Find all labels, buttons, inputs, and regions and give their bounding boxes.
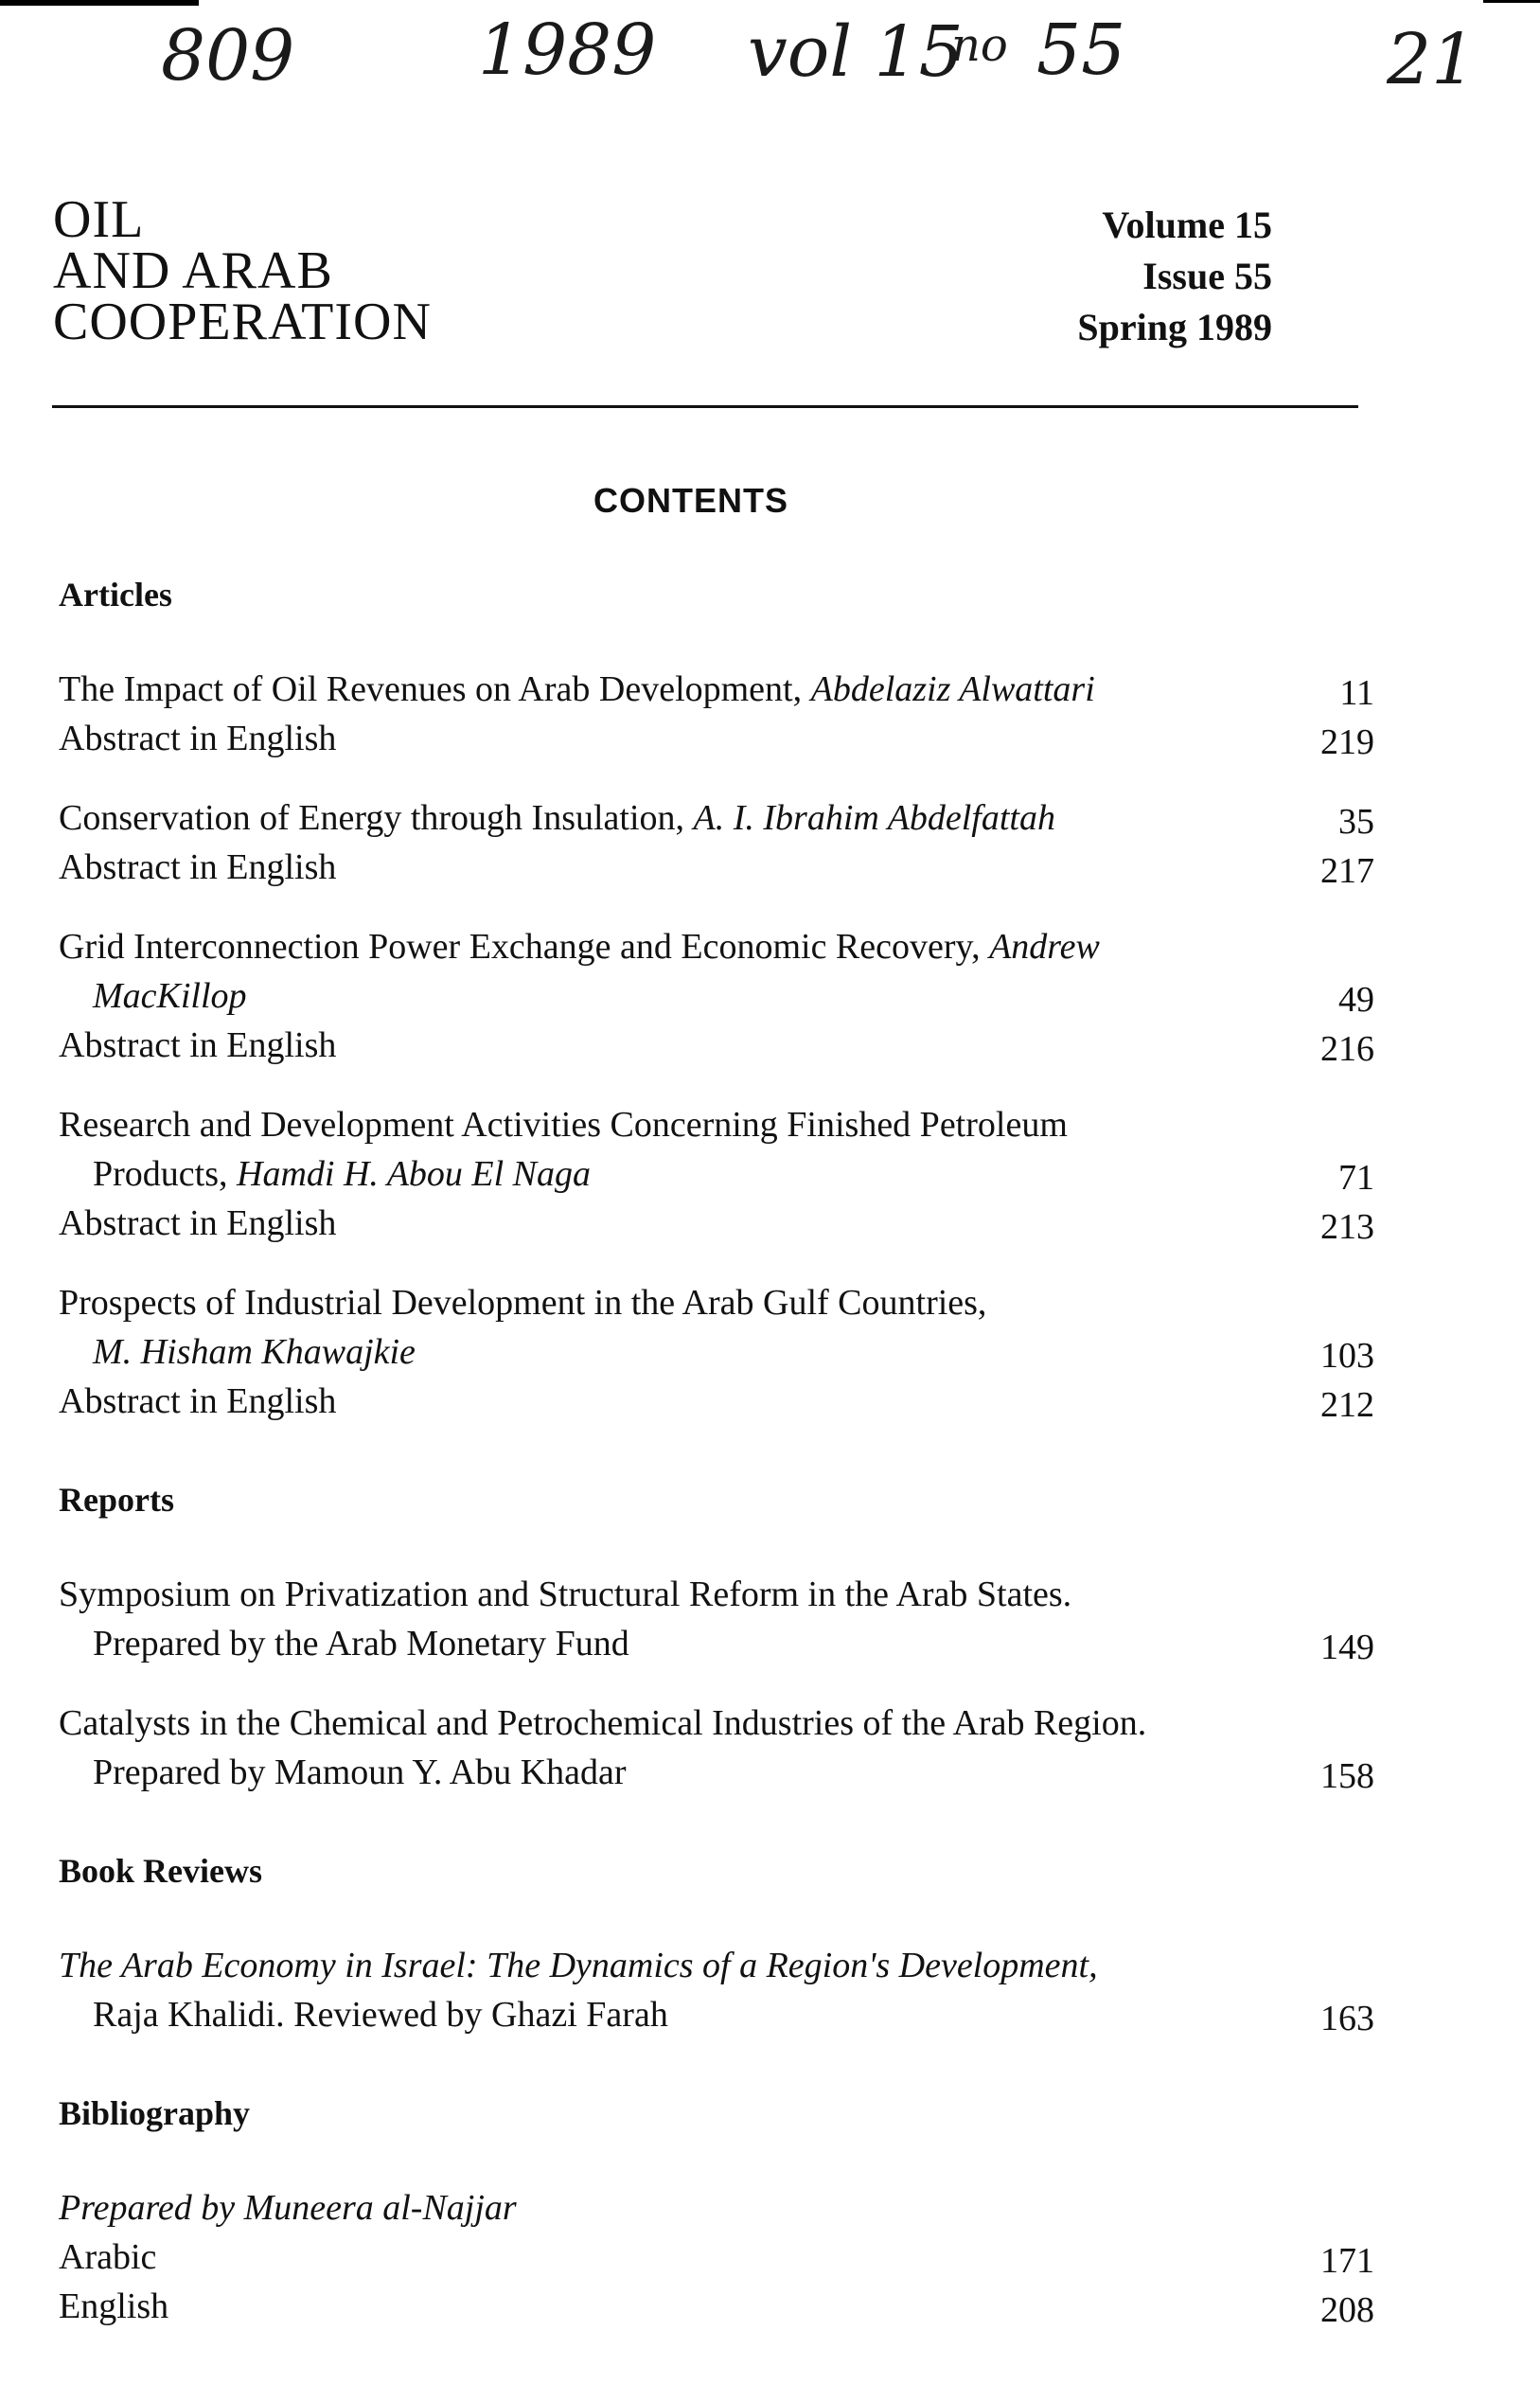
toc-entry <box>59 1941 1374 2039</box>
article-title: Conservation of Energy through Insulation, <box>59 798 685 838</box>
article-title: The Impact of Oil Revenues on Arab Development, <box>59 669 803 709</box>
page-number: 11 <box>1339 673 1374 713</box>
page-number: 212 <box>1320 1385 1374 1425</box>
book-reviews-section <box>59 1850 1374 2039</box>
section-title: Bibliography <box>59 2094 251 2132</box>
article-title: Products, <box>93 1154 228 1194</box>
toc-entry <box>59 1570 1374 1668</box>
article-author: Abdelaziz Alwattari <box>810 669 1095 709</box>
section-title: Reports <box>59 1481 174 1519</box>
article-author: Hamdi H. Abou El Naga <box>237 1154 592 1194</box>
toc-line <box>59 1199 1374 1248</box>
toc-entry <box>59 665 1374 763</box>
toc-entry <box>59 793 1374 892</box>
article-title: Research and Development Activities Concerning Finished Petroleum <box>59 1105 1068 1145</box>
toc-line <box>59 1699 1374 1748</box>
bibliography-preparer: Prepared by Muneera al-Najjar <box>59 2188 517 2228</box>
section-title: Book Reviews <box>59 1852 262 1890</box>
book-title: The Arab Economy in Israel: The Dynamics of a Region's Development, <box>59 1946 1098 1985</box>
volume-label: Volume 15 <box>1102 204 1272 246</box>
toc-line <box>59 1570 1374 1619</box>
toc-line <box>59 665 1374 714</box>
section-title: Articles <box>59 576 172 614</box>
page-number: 219 <box>1320 722 1374 762</box>
page-number: 35 <box>1338 802 1374 842</box>
issue-label: Issue 55 <box>1142 255 1272 297</box>
handwritten-note: vol 15 <box>748 11 964 93</box>
reports-section <box>59 1479 1374 1797</box>
bibliography-language: English <box>59 2286 169 2326</box>
toc-line <box>59 1619 1374 1668</box>
toc-line <box>59 714 1374 763</box>
masthead <box>53 190 1359 369</box>
toc-line <box>59 1327 1374 1377</box>
handwritten-note: no <box>951 19 1008 72</box>
handwritten-note: 809 <box>161 15 295 97</box>
scan-edge-mark <box>1483 0 1540 3</box>
toc-line <box>59 1990 1374 2039</box>
abstract-label: Abstract in English <box>59 847 337 887</box>
article-author: Andrew <box>989 927 1100 967</box>
bibliography-section <box>59 2092 1374 2331</box>
toc-entry <box>59 1100 1374 1248</box>
article-author: MacKillop <box>93 976 247 1016</box>
page-number: 171 <box>1320 2241 1374 2281</box>
report-title: Symposium on Privatization and Structural Reform in the Arab States. <box>59 1575 1072 1614</box>
abstract-label: Abstract in English <box>59 1025 337 1065</box>
article-title: Grid Interconnection Power Exchange and Economic Recovery, <box>59 927 981 967</box>
page-number: 49 <box>1338 980 1374 1020</box>
article-author: A. I. Ibrahim Abdelfattah <box>693 798 1055 838</box>
page-number: 208 <box>1320 2290 1374 2330</box>
handwritten-note: 21 <box>1387 19 1477 100</box>
journal-title <box>53 190 432 351</box>
page-number: 217 <box>1320 851 1374 891</box>
toc-line <box>59 793 1374 843</box>
page-number: 163 <box>1320 1999 1374 2038</box>
page-number: 213 <box>1320 1207 1374 1247</box>
toc-entry <box>59 1278 1374 1426</box>
abstract-label: Abstract in English <box>59 1203 337 1243</box>
journal-title-line: AND ARAB <box>53 241 333 300</box>
header-rule <box>52 405 1358 408</box>
report-preparer: Prepared by Mamoun Y. Abu Khadar <box>93 1752 627 1792</box>
page-number: 103 <box>1320 1336 1374 1376</box>
page-number: 216 <box>1320 1029 1374 1069</box>
page-number: 149 <box>1320 1628 1374 1667</box>
report-title: Catalysts in the Chemical and Petrochemical Industries of the Arab Region. <box>59 1703 1147 1743</box>
journal-title-line: OIL <box>53 190 145 249</box>
toc-line <box>59 1377 1374 1426</box>
report-preparer: Prepared by the Arab Monetary Fund <box>93 1624 629 1663</box>
bibliography-language: Arabic <box>59 2237 157 2277</box>
toc-line <box>59 1149 1374 1199</box>
toc-entry <box>59 2183 1374 2331</box>
toc-line <box>59 843 1374 892</box>
handwritten-note: 55 <box>1036 9 1126 91</box>
book-review-credit: Raja Khalidi. Reviewed by Ghazi Farah <box>93 1995 668 2035</box>
toc-line <box>59 971 1374 1021</box>
toc-line <box>59 922 1374 971</box>
toc-line <box>59 1100 1374 1149</box>
toc-entry <box>59 922 1374 1070</box>
page-number: 71 <box>1338 1158 1374 1198</box>
journal-title-line: COOPERATION <box>53 293 432 351</box>
toc-line <box>59 1941 1374 1990</box>
table-of-contents <box>59 574 1374 2384</box>
handwritten-note: 1989 <box>478 9 657 91</box>
date-label: Spring 1989 <box>1077 306 1272 348</box>
toc-line <box>59 2233 1374 2282</box>
toc-line <box>59 1021 1374 1070</box>
contents-heading: CONTENTS <box>593 481 788 520</box>
abstract-label: Abstract in English <box>59 1381 337 1421</box>
articles-section <box>59 574 1374 1426</box>
abstract-label: Abstract in English <box>59 719 337 758</box>
toc-line <box>59 1748 1374 1797</box>
toc-line <box>59 2282 1374 2331</box>
scan-edge-mark <box>0 0 199 6</box>
article-author: M. Hisham Khawajkie <box>93 1332 416 1372</box>
article-title: Prospects of Industrial Development in the Arab Gulf Countries, <box>59 1283 987 1323</box>
issue-info <box>1077 200 1272 353</box>
page-number: 158 <box>1320 1756 1374 1796</box>
toc-line <box>59 2183 1374 2233</box>
handwritten-annotation <box>0 9 1540 125</box>
toc-line <box>59 1278 1374 1327</box>
toc-entry <box>59 1699 1374 1797</box>
